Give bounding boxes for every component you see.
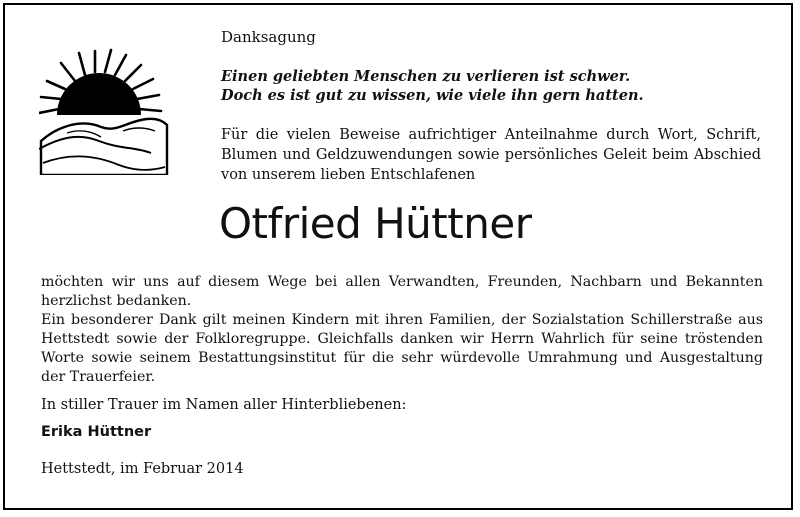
thanks-body (41, 273, 763, 387)
motto-line-1: Einen geliebten Menschen zu verlieren ist schwer. (221, 68, 631, 85)
thanks-paragraph-2: Ein besonderer Dank gilt meinen Kindern mit ihren Familien, der Sozialstation Schillerstraße aus Hettstedt sowie der Folkloregruppe. Gleichfalls danken wir Herrn Wahrlich für seine tröstenden Worte sowie seinem Bestattungsinstitut für die sehr würdevolle Umrahmung und Ausgestaltung der Trauerfeier. (41, 312, 763, 385)
intro-text: Für die vielen Beweise aufrichtiger Anteilnahme durch Wort, Schrift, Blumen und Geldzuwendungen sowie persönliches Geleit beim Abschied von unserem lieben Entschlafenen (221, 127, 761, 183)
obituary-notice (3, 3, 793, 510)
place-date: Hettstedt, im Februar 2014 (41, 461, 244, 477)
closing-line: In stiller Trauer im Namen aller Hinterbliebenen: (41, 397, 407, 413)
notice-heading: Danksagung (221, 28, 316, 46)
motto-quote (221, 67, 644, 105)
deceased-name: Otfried Hüttner (219, 199, 532, 248)
sunset-over-hills-icon (39, 41, 169, 175)
signer-name: Erika Hüttner (41, 424, 152, 440)
motto-line-2: Doch es ist gut zu wissen, wie viele ihn gern hatten. (221, 87, 644, 104)
thanks-paragraph-1: möchten wir uns auf diesem Wege bei allen Verwandten, Freunden, Nachbarn und Bekannten herzlichst bedanken. (41, 274, 763, 309)
